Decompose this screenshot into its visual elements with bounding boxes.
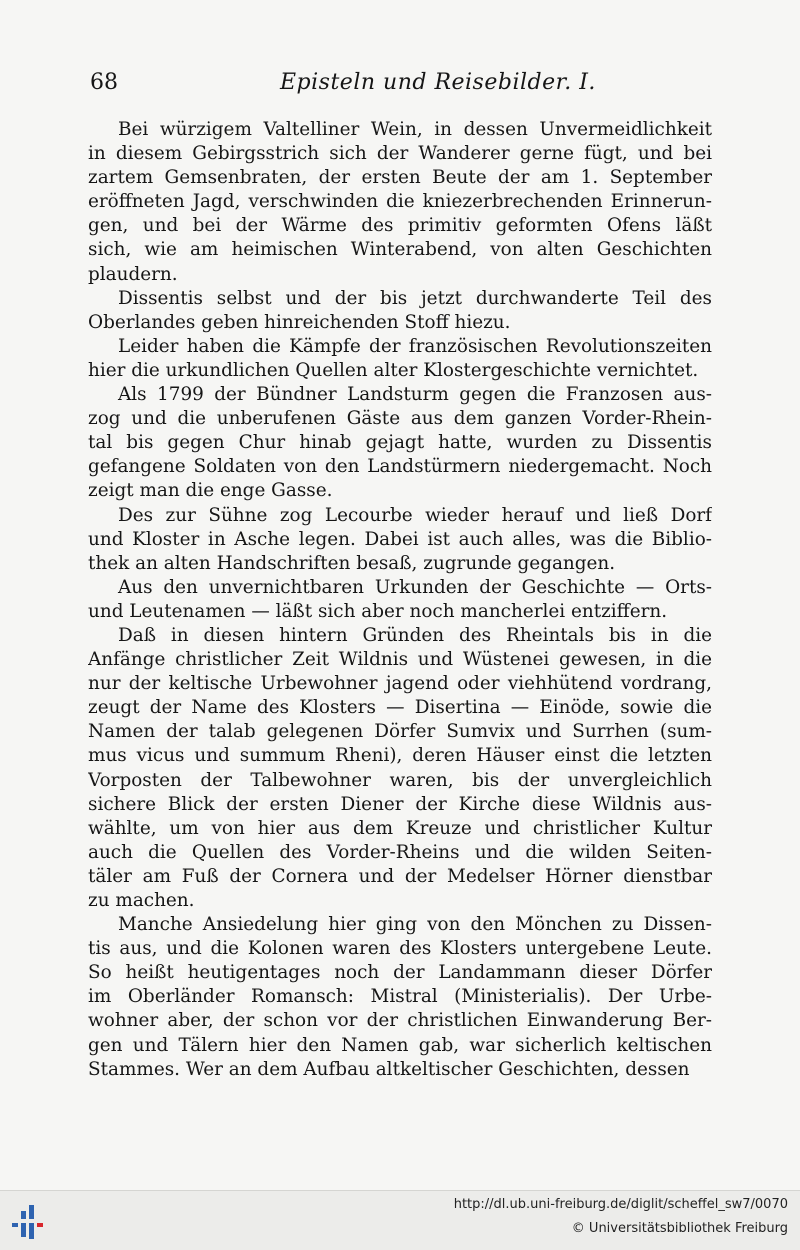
text-line: Des zur Sühne zog Lecourbe wieder herauf und ließ Dorf xyxy=(118,504,712,526)
paragraph xyxy=(88,504,712,576)
text-line: sichere Blick der ersten Diener der Kirche diese Wildnis aus- xyxy=(88,793,712,815)
text-line: eröffneten Jagd, verschwinden die kniezerbrechenden Erinnerun- xyxy=(88,191,712,213)
text-line: Anfänge christlicher Zeit Wildnis und Wüstenei gewesen, in die xyxy=(88,649,712,671)
text-line: Leider haben die Kämpfe der französischen Revolutionszeiten xyxy=(118,335,712,357)
text-line: zog und die unberufenen Gäste aus dem ganzen Vorder-Rhein- xyxy=(88,408,712,430)
text-line: zeugt der Name des Klosters — Disertina — Einöde, sowie die xyxy=(88,697,712,719)
text-line: Manche Ansiedelung hier ging von den Mönchen zu Dissen- xyxy=(118,914,712,936)
source-url-link[interactable]: http://dl.ub.uni-freiburg.de/diglit/scheffel_sw7/0070 xyxy=(453,1197,788,1212)
paragraph xyxy=(88,913,712,1082)
text-line: wählte, um von hier aus dem Kreuze und christlicher Kultur xyxy=(88,817,712,839)
copyright-notice: © Universitätsbibliothek Freiburg xyxy=(571,1221,788,1236)
text-line: und Kloster in Asche legen. Dabei ist auch alles, was die Biblio- xyxy=(88,528,712,550)
ub-freiburg-logo-icon[interactable] xyxy=(10,1201,50,1241)
text-line: Stammes. Wer an dem Aufbau altkeltischer Geschichten, dessen xyxy=(88,1058,690,1080)
text-line: zu machen. xyxy=(88,890,195,911)
paragraph xyxy=(88,118,712,287)
text-line: auch die Quellen des Vorder-Rheins und die wilden Seiten- xyxy=(88,841,712,863)
text-line: gefangene Soldaten von den Landstürmern niedergemacht. Noch xyxy=(88,456,712,478)
text-line: Daß in diesen hintern Gründen des Rheintals bis in die xyxy=(118,624,712,646)
text-line: Bei würzigem Valtelliner Wein, in dessen Unvermeidlichkeit xyxy=(118,119,712,140)
text-line: So heißt heutigentages noch der Landammann dieser Dörfer xyxy=(88,962,712,984)
viewer-footer xyxy=(0,1190,800,1250)
running-title: Episteln und Reisebilder. I. xyxy=(280,70,596,95)
text-line: täler am Fuß der Cornera und der Medelser Hörner dienstbar xyxy=(88,865,712,887)
page-number: 68 xyxy=(90,70,118,95)
text-line: Dissentis selbst und der bis jetzt durchwanderte Teil des xyxy=(118,287,712,309)
text-line: wohner aber, der schon vor der christlichen Einwanderung Ber- xyxy=(88,1010,712,1032)
text-line: nur der keltische Urbewohner jagend oder viehhütend vordrang, xyxy=(88,673,712,695)
paragraph xyxy=(88,624,712,913)
text-line: zartem Gemsenbraten, der ersten Beute der am 1. September xyxy=(88,167,712,189)
paragraph xyxy=(88,287,712,335)
paragraph xyxy=(88,335,712,383)
text-line: hier die urkundlichen Quellen alter Klostergeschichte vernichtet. xyxy=(88,359,699,381)
text-line: gen und Tälern hier den Namen gab, war sicherlich keltischen xyxy=(88,1034,712,1056)
body-text xyxy=(88,118,712,1082)
text-line: mus vicus und summum Rheni), deren Häuser einst die letzten xyxy=(88,745,712,767)
paragraph xyxy=(88,383,712,503)
text-line: zeigt man die enge Gasse. xyxy=(88,480,333,502)
text-line: tis aus, und die Kolonen waren des Klosters untergebene Leute. xyxy=(88,938,712,960)
text-line: sich, wie am heimischen Winterabend, von alten Geschichten xyxy=(88,239,712,261)
text-line: thek an alten Handschriften besaß, zugrunde gegangen. xyxy=(88,552,616,574)
text-line: Namen der talab gelegenen Dörfer Sumvix und Surrhen (sum- xyxy=(88,721,712,743)
page-header xyxy=(90,70,710,106)
text-line: tal bis gegen Chur hinab gejagt hatte, wurden zu Dissentis xyxy=(88,432,712,454)
paragraph xyxy=(88,576,712,624)
text-line: plaudern. xyxy=(88,263,178,285)
text-line: gen, und bei der Wärme des primitiv geformten Ofens läßt xyxy=(88,215,712,237)
text-line: Oberlandes geben hinreichenden Stoff hiezu. xyxy=(88,311,511,333)
text-line: im Oberländer Romansch: Mistral (Ministerialis). Der Urbe- xyxy=(88,986,712,1008)
text-line: Als 1799 der Bündner Landsturm gegen die Franzosen aus- xyxy=(118,384,712,406)
text-line: Aus den unvernichtbaren Urkunden der Geschichte — Orts- xyxy=(118,576,712,598)
text-line: in diesem Gebirgsstrich sich der Wanderer gerne fügt, und bei xyxy=(88,143,712,165)
text-line: und Leutenamen — läßt sich aber noch mancherlei entziffern. xyxy=(88,600,668,622)
text-line: Vorposten der Talbewohner waren, bis der unvergleichlich xyxy=(88,769,712,791)
